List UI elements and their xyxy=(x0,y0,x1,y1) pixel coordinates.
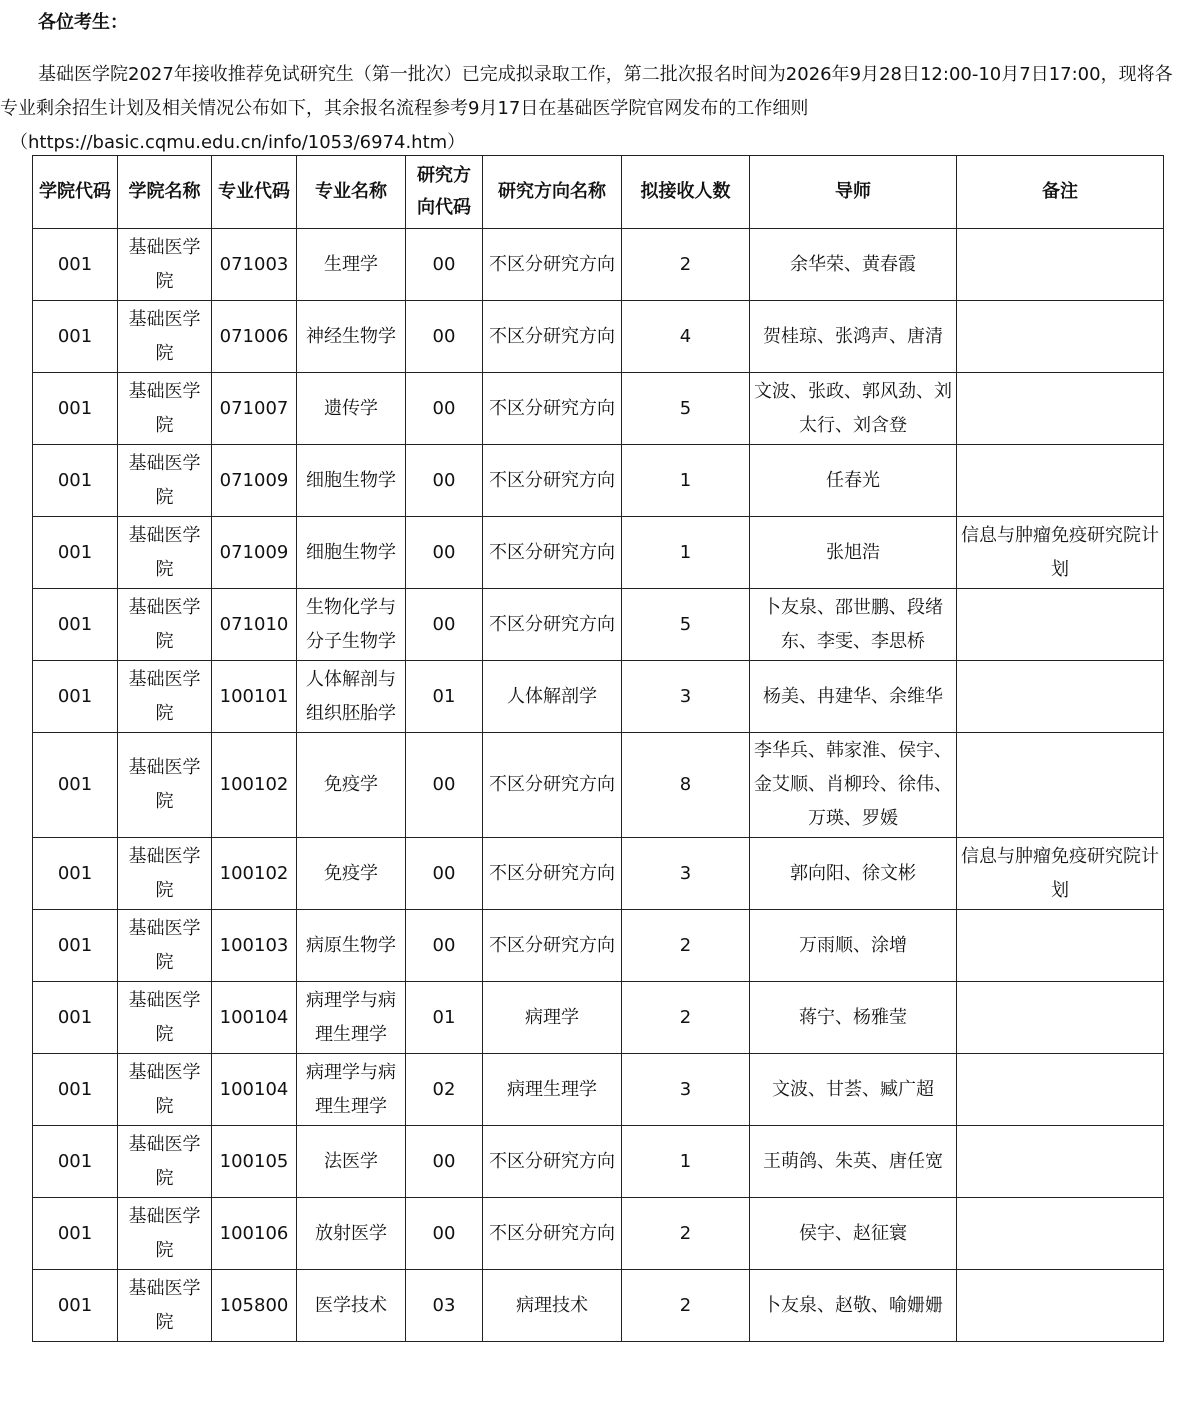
cell-supervisors: 贺桂琼、张鸿声、唐清 xyxy=(750,301,957,373)
cell-quota: 4 xyxy=(622,301,750,373)
header-quota: 拟接收人数 xyxy=(622,156,750,229)
table-row xyxy=(33,301,1164,373)
cell-supervisors: 余华荣、黄春霞 xyxy=(750,229,957,301)
cell-college-code: 001 xyxy=(33,1054,118,1126)
cell-direction-code: 00 xyxy=(406,838,483,910)
intro-line: 专业剩余招生计划及相关情况公布如下，其余报名流程参考9月17日在基础医学院官网发布的工作细则 xyxy=(0,98,809,119)
cell-major-name: 人体解剖与组织胚胎学 xyxy=(297,661,406,733)
cell-supervisors: 文波、甘荟、臧广超 xyxy=(750,1054,957,1126)
header-supervisors: 导师 xyxy=(750,156,957,229)
cell-college-code: 001 xyxy=(33,229,118,301)
cell-remarks: 信息与肿瘤免疫研究院计划 xyxy=(957,838,1164,910)
cell-supervisors: 万雨顺、涂增 xyxy=(750,910,957,982)
cell-college-code: 001 xyxy=(33,373,118,445)
cell-remarks xyxy=(957,445,1164,517)
cell-college-code: 001 xyxy=(33,301,118,373)
cell-major-code: 100106 xyxy=(212,1198,297,1270)
cell-college-code: 001 xyxy=(33,1198,118,1270)
cell-major-code: 071006 xyxy=(212,301,297,373)
intro-line: 基础医学院2027年接收推荐免试研究生（第一批次）已完成拟录取工作，第二批次报名时间为2026年9月28日12:00-10月7日17:00，现将各 xyxy=(38,64,1173,85)
header-direction-code: 研究方向代码 xyxy=(406,156,483,229)
cell-direction-name: 不区分研究方向 xyxy=(483,1198,622,1270)
cell-remarks xyxy=(957,982,1164,1054)
cell-college-name: 基础医学院 xyxy=(118,1270,212,1342)
cell-remarks xyxy=(957,1126,1164,1198)
cell-quota: 2 xyxy=(622,1198,750,1270)
cell-quota: 2 xyxy=(622,1270,750,1342)
cell-college-name: 基础医学院 xyxy=(118,373,212,445)
cell-college-code: 001 xyxy=(33,517,118,589)
table-row xyxy=(33,373,1164,445)
cell-direction-code: 00 xyxy=(406,373,483,445)
cell-direction-name: 病理学 xyxy=(483,982,622,1054)
cell-quota: 5 xyxy=(622,589,750,661)
cell-direction-name: 不区分研究方向 xyxy=(483,373,622,445)
cell-supervisors: 王萌鸽、朱英、唐任宽 xyxy=(750,1126,957,1198)
cell-direction-code: 00 xyxy=(406,1198,483,1270)
cell-college-name: 基础医学院 xyxy=(118,1198,212,1270)
cell-college-name: 基础医学院 xyxy=(118,733,212,838)
cell-college-code: 001 xyxy=(33,1126,118,1198)
cell-direction-code: 00 xyxy=(406,517,483,589)
table-header-row xyxy=(33,156,1164,229)
cell-direction-name: 不区分研究方向 xyxy=(483,229,622,301)
cell-remarks xyxy=(957,1270,1164,1342)
cell-direction-name: 不区分研究方向 xyxy=(483,910,622,982)
table-row xyxy=(33,910,1164,982)
cell-quota: 1 xyxy=(622,445,750,517)
cell-direction-name: 不区分研究方向 xyxy=(483,445,622,517)
cell-direction-name: 病理生理学 xyxy=(483,1054,622,1126)
cell-remarks: 信息与肿瘤免疫研究院计划 xyxy=(957,517,1164,589)
cell-direction-code: 00 xyxy=(406,1126,483,1198)
cell-direction-name: 不区分研究方向 xyxy=(483,517,622,589)
cell-direction-code: 00 xyxy=(406,589,483,661)
cell-major-code: 100102 xyxy=(212,838,297,910)
table-row xyxy=(33,661,1164,733)
cell-major-code: 100101 xyxy=(212,661,297,733)
cell-college-code: 001 xyxy=(33,733,118,838)
table-row xyxy=(33,733,1164,838)
cell-direction-code: 01 xyxy=(406,661,483,733)
cell-major-code: 071009 xyxy=(212,445,297,517)
cell-remarks xyxy=(957,733,1164,838)
table-row xyxy=(33,838,1164,910)
cell-college-name: 基础医学院 xyxy=(118,910,212,982)
cell-supervisors: 杨美、冉建华、余维华 xyxy=(750,661,957,733)
table-row xyxy=(33,517,1164,589)
cell-supervisors: 郭向阳、徐文彬 xyxy=(750,838,957,910)
cell-direction-name: 人体解剖学 xyxy=(483,661,622,733)
cell-supervisors: 任春光 xyxy=(750,445,957,517)
header-remarks: 备注 xyxy=(957,156,1164,229)
cell-major-name: 病原生物学 xyxy=(297,910,406,982)
table-row xyxy=(33,589,1164,661)
cell-direction-name: 不区分研究方向 xyxy=(483,733,622,838)
cell-college-name: 基础医学院 xyxy=(118,1126,212,1198)
cell-major-code: 071003 xyxy=(212,229,297,301)
cell-college-code: 001 xyxy=(33,445,118,517)
table-row xyxy=(33,1054,1164,1126)
cell-direction-name: 病理技术 xyxy=(483,1270,622,1342)
cell-supervisors: 卜友泉、赵敬、喻姗姗 xyxy=(750,1270,957,1342)
cell-major-name: 免疫学 xyxy=(297,733,406,838)
table-row xyxy=(33,445,1164,517)
cell-remarks xyxy=(957,1054,1164,1126)
cell-supervisors: 卜友泉、邵世鹏、段绪东、李雯、李思桥 xyxy=(750,589,957,661)
cell-major-name: 生物化学与分子生物学 xyxy=(297,589,406,661)
cell-major-name: 细胞生物学 xyxy=(297,517,406,589)
header-major-name: 专业名称 xyxy=(297,156,406,229)
cell-major-code: 100102 xyxy=(212,733,297,838)
table-row xyxy=(33,1126,1164,1198)
cell-college-code: 001 xyxy=(33,982,118,1054)
cell-college-name: 基础医学院 xyxy=(118,1054,212,1126)
cell-major-name: 法医学 xyxy=(297,1126,406,1198)
cell-quota: 2 xyxy=(622,229,750,301)
cell-direction-name: 不区分研究方向 xyxy=(483,589,622,661)
cell-major-name: 细胞生物学 xyxy=(297,445,406,517)
cell-direction-code: 03 xyxy=(406,1270,483,1342)
cell-major-code: 071010 xyxy=(212,589,297,661)
cell-major-code: 071009 xyxy=(212,517,297,589)
cell-major-name: 放射医学 xyxy=(297,1198,406,1270)
cell-remarks xyxy=(957,661,1164,733)
table-row xyxy=(33,1198,1164,1270)
cell-quota: 2 xyxy=(622,910,750,982)
cell-quota: 5 xyxy=(622,373,750,445)
cell-direction-code: 00 xyxy=(406,733,483,838)
cell-remarks xyxy=(957,589,1164,661)
cell-college-name: 基础医学院 xyxy=(118,301,212,373)
cell-quota: 3 xyxy=(622,838,750,910)
cell-major-name: 病理学与病理生理学 xyxy=(297,1054,406,1126)
cell-direction-code: 01 xyxy=(406,982,483,1054)
cell-remarks xyxy=(957,373,1164,445)
cell-major-code: 100104 xyxy=(212,1054,297,1126)
cell-remarks xyxy=(957,1198,1164,1270)
cell-quota: 3 xyxy=(622,661,750,733)
table-row xyxy=(33,229,1164,301)
cell-college-code: 001 xyxy=(33,589,118,661)
greeting: 各位考生： xyxy=(38,12,128,33)
cell-direction-code: 00 xyxy=(406,229,483,301)
cell-college-name: 基础医学院 xyxy=(118,982,212,1054)
cell-supervisors: 张旭浩 xyxy=(750,517,957,589)
cell-major-name: 医学技术 xyxy=(297,1270,406,1342)
table-row xyxy=(33,982,1164,1054)
cell-college-code: 001 xyxy=(33,661,118,733)
cell-direction-name: 不区分研究方向 xyxy=(483,1126,622,1198)
cell-college-name: 基础医学院 xyxy=(118,838,212,910)
cell-college-name: 基础医学院 xyxy=(118,229,212,301)
cell-college-name: 基础医学院 xyxy=(118,661,212,733)
header-direction-name: 研究方向名称 xyxy=(483,156,622,229)
cell-remarks xyxy=(957,301,1164,373)
cell-supervisors: 蒋宁、杨雅莹 xyxy=(750,982,957,1054)
cell-major-code: 105800 xyxy=(212,1270,297,1342)
header-college-name: 学院名称 xyxy=(118,156,212,229)
cell-major-code: 100103 xyxy=(212,910,297,982)
cell-college-name: 基础医学院 xyxy=(118,589,212,661)
enrollment-plan-table xyxy=(32,155,1164,1342)
cell-supervisors: 侯宇、赵征寰 xyxy=(750,1198,957,1270)
cell-college-code: 001 xyxy=(33,1270,118,1342)
cell-remarks xyxy=(957,910,1164,982)
cell-major-code: 071007 xyxy=(212,373,297,445)
cell-direction-name: 不区分研究方向 xyxy=(483,838,622,910)
cell-major-name: 免疫学 xyxy=(297,838,406,910)
cell-quota: 1 xyxy=(622,517,750,589)
cell-direction-code: 00 xyxy=(406,445,483,517)
cell-major-name: 病理学与病理生理学 xyxy=(297,982,406,1054)
cell-college-code: 001 xyxy=(33,838,118,910)
cell-major-name: 遗传学 xyxy=(297,373,406,445)
cell-major-name: 神经生物学 xyxy=(297,301,406,373)
cell-direction-code: 00 xyxy=(406,910,483,982)
cell-direction-code: 02 xyxy=(406,1054,483,1126)
cell-major-name: 生理学 xyxy=(297,229,406,301)
cell-college-name: 基础医学院 xyxy=(118,445,212,517)
cell-college-code: 001 xyxy=(33,910,118,982)
intro-link-line: （https://basic.cqmu.edu.cn/info/1053/6974.htm） xyxy=(10,132,466,153)
cell-major-code: 100104 xyxy=(212,982,297,1054)
header-major-code: 专业代码 xyxy=(212,156,297,229)
cell-quota: 3 xyxy=(622,1054,750,1126)
table-row xyxy=(33,1270,1164,1342)
cell-college-name: 基础医学院 xyxy=(118,517,212,589)
cell-quota: 8 xyxy=(622,733,750,838)
cell-major-code: 100105 xyxy=(212,1126,297,1198)
cell-quota: 1 xyxy=(622,1126,750,1198)
cell-supervisors: 李华兵、韩家淮、侯宇、金艾顺、肖柳玲、徐伟、万瑛、罗媛 xyxy=(750,733,957,838)
cell-quota: 2 xyxy=(622,982,750,1054)
cell-direction-code: 00 xyxy=(406,301,483,373)
header-college-code: 学院代码 xyxy=(33,156,118,229)
cell-supervisors: 文波、张政、郭风劲、刘太行、刘含登 xyxy=(750,373,957,445)
intro-paragraph xyxy=(0,58,1196,160)
cell-direction-name: 不区分研究方向 xyxy=(483,301,622,373)
cell-remarks xyxy=(957,229,1164,301)
